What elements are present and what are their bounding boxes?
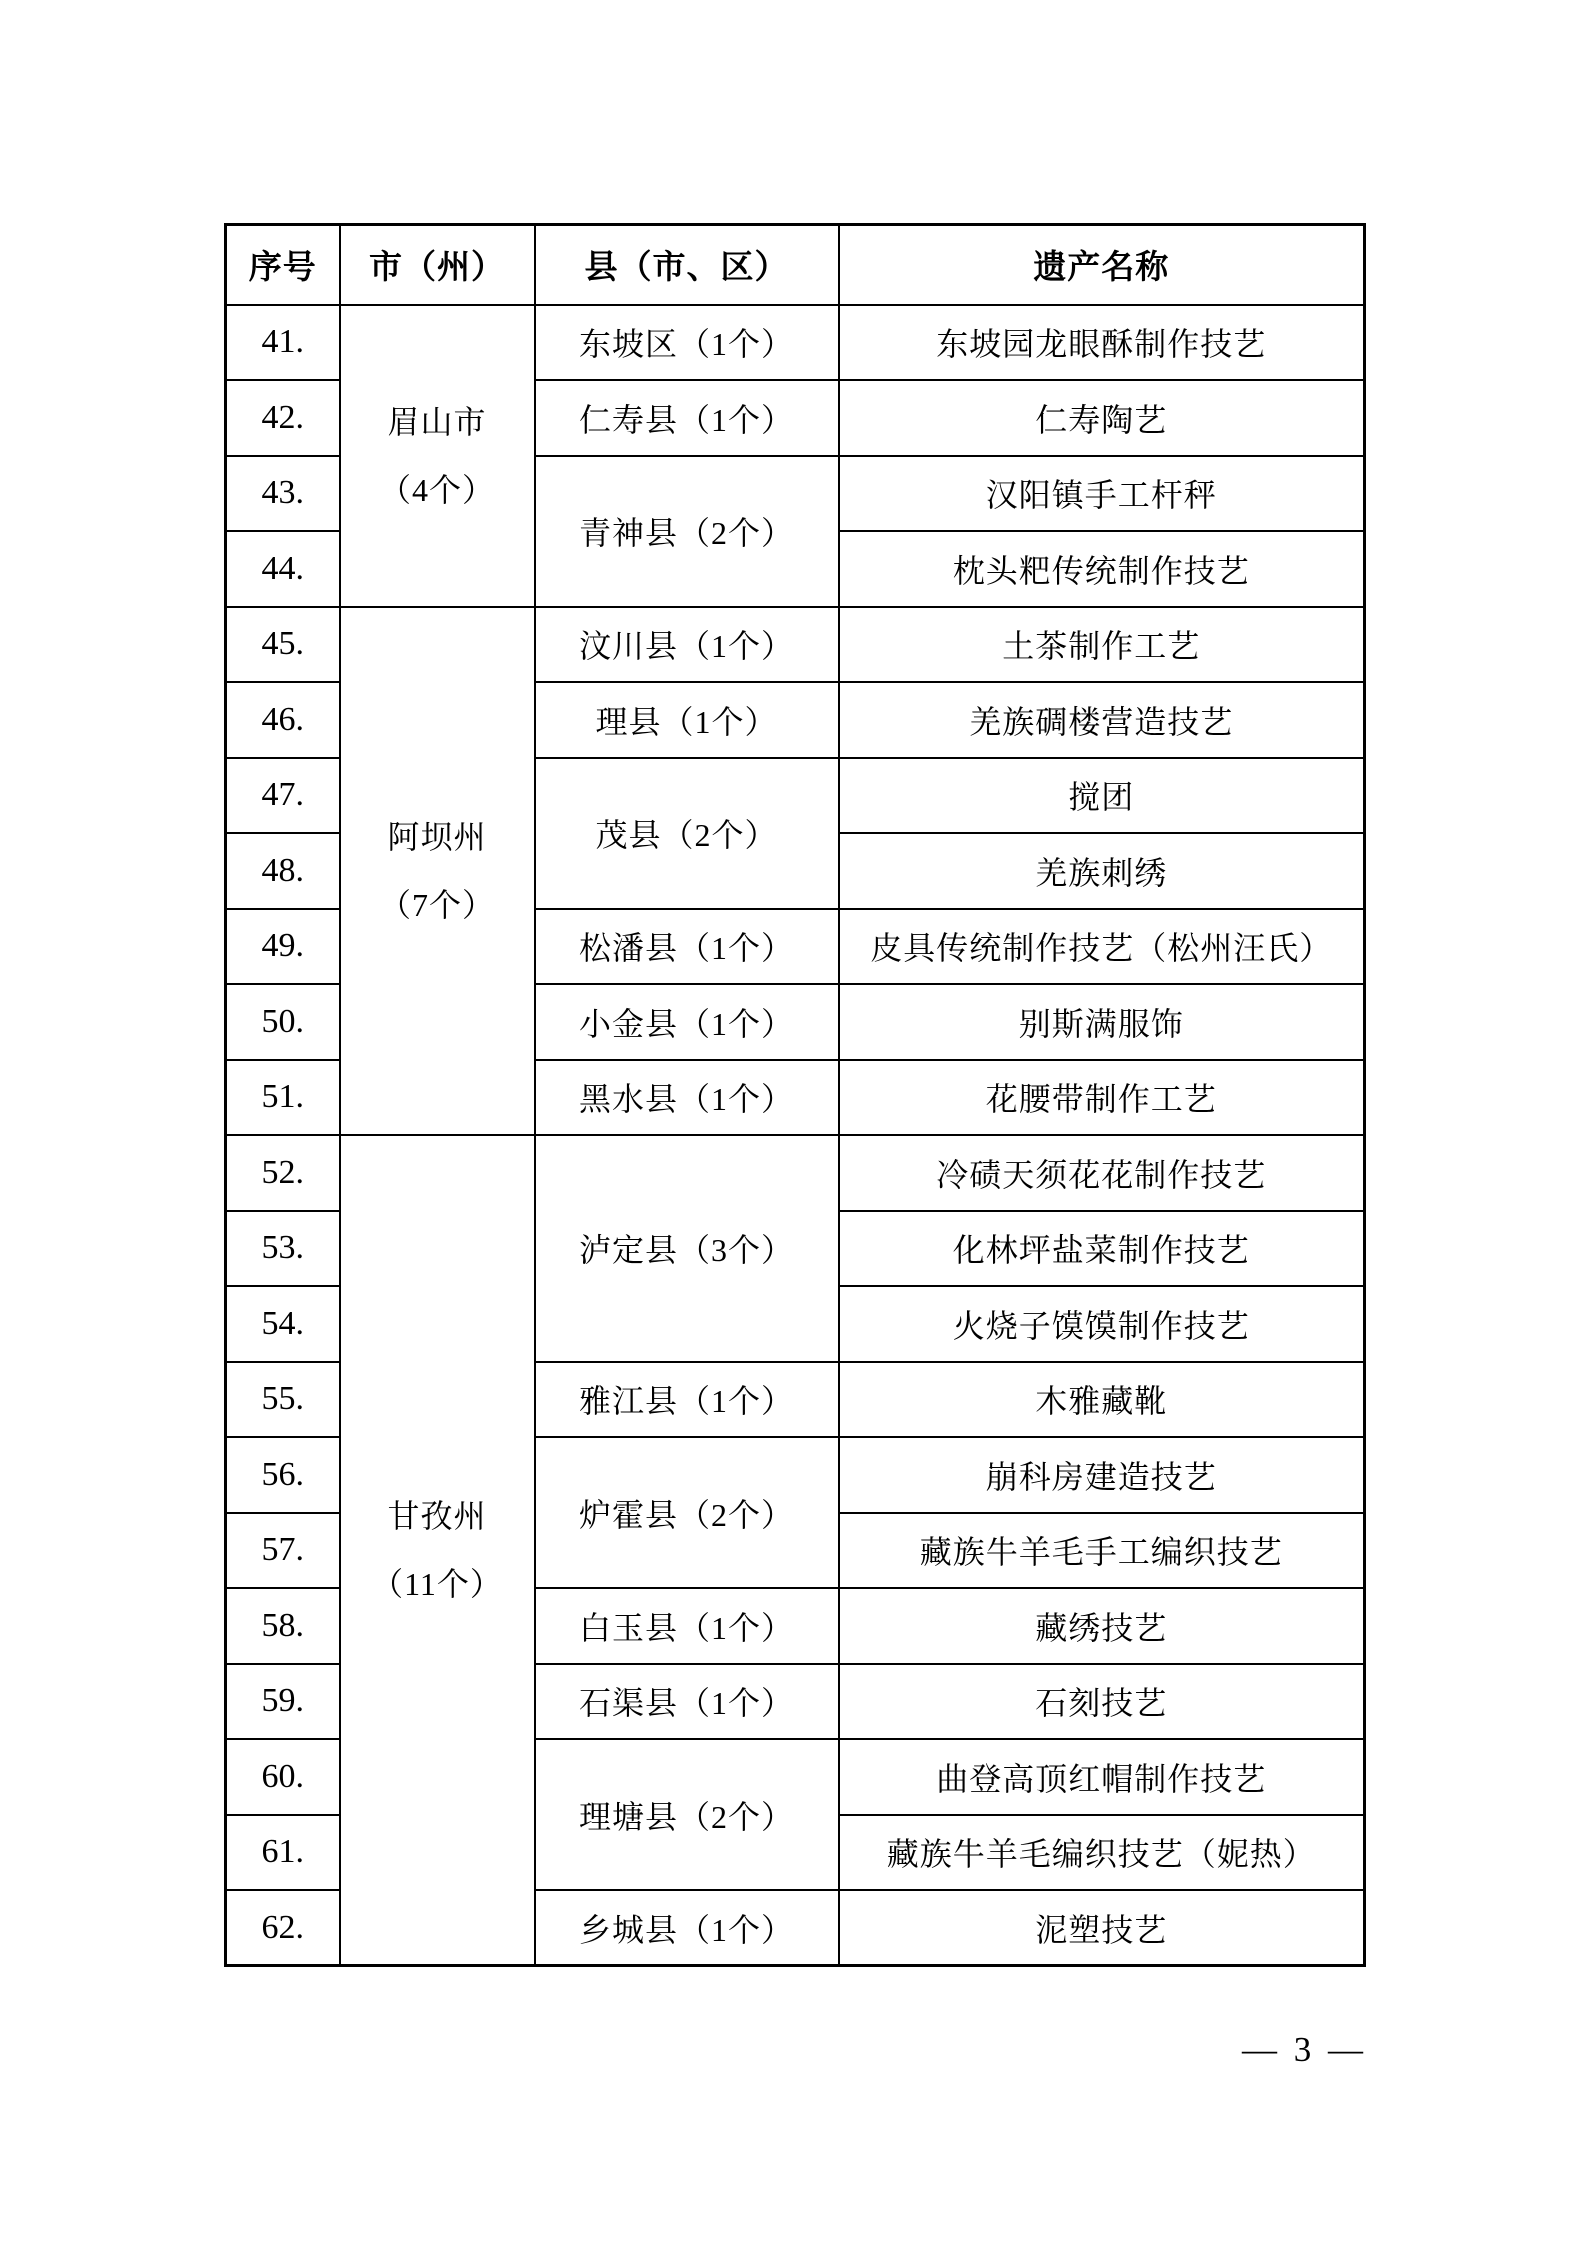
row-number-cell: 59.: [226, 1664, 340, 1740]
heritage-name-cell: 汉阳镇手工杆秤: [839, 456, 1365, 532]
heritage-name-cell: 木雅藏靴: [839, 1362, 1365, 1438]
city-cell: [340, 1135, 535, 1966]
city-count: （7个）: [378, 886, 495, 923]
row-number-cell: 46.: [226, 682, 340, 758]
page-footer: [1242, 2030, 1367, 2070]
header-cell-county: 县（市、区）: [535, 225, 839, 305]
row-number-cell: 62.: [226, 1890, 340, 1966]
heritage-name-cell: 火烧子馍馍制作技艺: [839, 1286, 1365, 1362]
row-number-cell: 48.: [226, 833, 340, 909]
heritage-name-cell: 皮具传统制作技艺（松州汪氏）: [839, 909, 1365, 985]
page-number: — 3 —: [1242, 2030, 1367, 2069]
heritage-name-cell: 羌族碉楼营造技艺: [839, 682, 1365, 758]
heritage-name-cell: 枕头粑传统制作技艺: [839, 531, 1365, 607]
county-cell: 东坡区（1个）: [535, 305, 839, 381]
county-cell: 茂县（2个）: [535, 758, 839, 909]
heritage-name-cell: 搅团: [839, 758, 1365, 834]
row-number-cell: 54.: [226, 1286, 340, 1362]
county-cell: 乡城县（1个）: [535, 1890, 839, 1966]
heritage-name-cell: 崩科房建造技艺: [839, 1437, 1365, 1513]
heritage-name-cell: 羌族刺绣: [839, 833, 1365, 909]
city-count: （11个）: [371, 1566, 503, 1602]
row-number-cell: 52.: [226, 1135, 340, 1211]
row-number-cell: 51.: [226, 1060, 340, 1136]
row-number-cell: 50.: [226, 984, 340, 1060]
header-row: [226, 225, 1365, 305]
heritage-name-cell: 冷碛天须花花制作技艺: [839, 1135, 1365, 1211]
header-cell-city: 市（州）: [340, 225, 535, 305]
heritage-name-cell: 藏族牛羊毛手工编织技艺: [839, 1513, 1365, 1589]
heritage-name-cell: 仁寿陶艺: [839, 380, 1365, 456]
row-number-cell: 43.: [226, 456, 340, 532]
county-cell: 炉霍县（2个）: [535, 1437, 839, 1588]
city-cell: [340, 305, 535, 607]
table-row: [226, 1135, 1365, 1211]
county-cell: 青神县（2个）: [535, 456, 839, 607]
county-cell: 松潘县（1个）: [535, 909, 839, 985]
heritage-name-cell: 土茶制作工艺: [839, 607, 1365, 683]
heritage-name-cell: 化林坪盐菜制作技艺: [839, 1211, 1365, 1287]
county-cell: 雅江县（1个）: [535, 1362, 839, 1438]
county-cell: 仁寿县（1个）: [535, 380, 839, 456]
table-row: [226, 305, 1365, 381]
city-name: 阿坝州: [387, 818, 487, 855]
header-cell-heritage: 遗产名称: [839, 225, 1365, 305]
table-row: [226, 607, 1365, 683]
county-cell: 汶川县（1个）: [535, 607, 839, 683]
row-number-cell: 53.: [226, 1211, 340, 1287]
county-cell: 理县（1个）: [535, 682, 839, 758]
row-number-cell: 61.: [226, 1815, 340, 1891]
city-cell: [340, 607, 535, 1136]
row-number-cell: 44.: [226, 531, 340, 607]
county-cell: 白玉县（1个）: [535, 1588, 839, 1664]
county-cell: 小金县（1个）: [535, 984, 839, 1060]
row-number-cell: 55.: [226, 1362, 340, 1438]
row-number-cell: 45.: [226, 607, 340, 683]
heritage-name-cell: 石刻技艺: [839, 1664, 1365, 1740]
row-number-cell: 47.: [226, 758, 340, 834]
county-cell: 黑水县（1个）: [535, 1060, 839, 1136]
county-cell: 石渠县（1个）: [535, 1664, 839, 1740]
row-number-cell: 41.: [226, 305, 340, 381]
city-count: （4个）: [378, 471, 495, 508]
row-number-cell: 42.: [226, 380, 340, 456]
heritage-name-cell: 藏族牛羊毛编织技艺（妮热）: [839, 1815, 1365, 1891]
row-number-cell: 56.: [226, 1437, 340, 1513]
heritage-table: [224, 223, 1366, 1967]
header-cell-no: 序号: [226, 225, 340, 305]
heritage-name-cell: 藏绣技艺: [839, 1588, 1365, 1664]
row-number-cell: 49.: [226, 909, 340, 985]
county-cell: 理塘县（2个）: [535, 1739, 839, 1890]
heritage-name-cell: 东坡园龙眼酥制作技艺: [839, 305, 1365, 381]
heritage-name-cell: 别斯满服饰: [839, 984, 1365, 1060]
county-cell: 泸定县（3个）: [535, 1135, 839, 1362]
row-number-cell: 60.: [226, 1739, 340, 1815]
heritage-name-cell: 花腰带制作工艺: [839, 1060, 1365, 1136]
row-number-cell: 57.: [226, 1513, 340, 1589]
city-name: 甘孜州: [387, 1498, 487, 1534]
city-name: 眉山市: [387, 403, 487, 440]
heritage-name-cell: 曲登高顶红帽制作技艺: [839, 1739, 1365, 1815]
heritage-name-cell: 泥塑技艺: [839, 1890, 1365, 1966]
row-number-cell: 58.: [226, 1588, 340, 1664]
